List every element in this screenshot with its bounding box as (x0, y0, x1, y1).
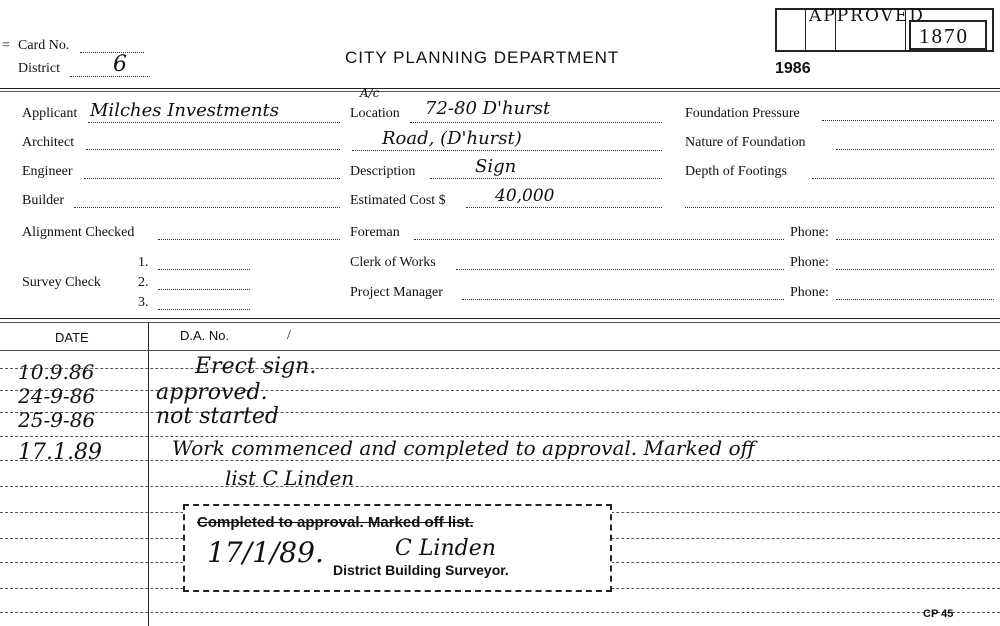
engineer-field (84, 178, 340, 179)
card-no-field (80, 52, 144, 53)
page-title: CITY PLANNING DEPARTMENT (345, 48, 620, 67)
entry-date: 10.9.86 (18, 360, 95, 384)
number-box (775, 8, 994, 52)
clerk-field (456, 269, 784, 270)
builder-label: Builder (22, 193, 64, 208)
date-header: DATE (55, 330, 89, 345)
district-value: 6 (113, 52, 127, 77)
entry-text: list C Linden (225, 466, 355, 490)
cost-value: 40,000 (495, 186, 555, 206)
survey-item-2: 2. (138, 275, 149, 290)
foreman-phone-label: Phone: (790, 225, 829, 240)
entry-date: 24-9-86 (18, 384, 96, 408)
card-no-label: Card No. (18, 38, 70, 53)
foundation-pressure-label: Foundation Pressure (685, 106, 800, 121)
number-field (909, 20, 987, 50)
engineer-label: Engineer (22, 164, 73, 179)
stamp-line-2: District Building Surveyor. (333, 562, 509, 578)
entry-date: 25-9-86 (18, 408, 96, 432)
district-field (70, 76, 150, 77)
description-value: Sign (475, 156, 517, 177)
card-number: 1870 (919, 24, 969, 48)
location-note: A/c (360, 86, 380, 100)
survey-label: Survey Check (22, 275, 101, 290)
nature-foundation-label: Nature of Foundation (685, 135, 806, 150)
completion-stamp (183, 504, 612, 592)
architect-field (86, 149, 340, 150)
foreman-field (414, 239, 784, 240)
da-header: D.A. No. (180, 328, 230, 343)
pm-field (462, 299, 784, 300)
entry-text: Erect sign. (195, 354, 317, 379)
district-label: District (18, 61, 60, 76)
alignment-label: Alignment Checked (22, 225, 135, 240)
location-value-2: Road, (D'hurst) (382, 128, 522, 149)
year-label: 1986 (775, 60, 811, 77)
location-label: Location (350, 106, 400, 121)
survey-item-1: 1. (138, 255, 149, 270)
entry-date: 17.1.89 (18, 440, 102, 465)
survey-item-3: 3. (138, 295, 149, 310)
da-separator: / (287, 328, 291, 343)
approved-stamp-text: APPROVED (809, 6, 925, 26)
pm-label: Project Manager (350, 285, 443, 300)
entry-text: approved. (156, 380, 268, 405)
builder-field (74, 207, 340, 208)
applicant-label: Applicant (22, 106, 78, 121)
applicant-value: Milches Investments (90, 100, 280, 121)
alignment-field (158, 239, 340, 240)
clerk-phone-label: Phone: (790, 255, 829, 270)
foreman-label: Foreman (350, 225, 400, 240)
form-code: CP 45 (923, 608, 954, 620)
stamp-line-1: Completed to approval. Marked off list. (197, 514, 474, 531)
entry-text: Work commenced and completed to approval. Marked off (172, 436, 755, 460)
entry-text: not started (156, 404, 279, 429)
description-label: Description (350, 164, 416, 179)
architect-label: Architect (22, 135, 75, 150)
pm-phone-label: Phone: (790, 285, 829, 300)
cost-label: Estimated Cost $ (350, 193, 446, 208)
location-value: 72-80 D'hurst (425, 98, 551, 119)
clerk-label: Clerk of Works (350, 255, 436, 270)
stamp-signature: C Linden (395, 536, 496, 561)
stamp-date: 17/1/89. (207, 536, 324, 569)
depth-footings-label: Depth of Footings (685, 164, 787, 179)
